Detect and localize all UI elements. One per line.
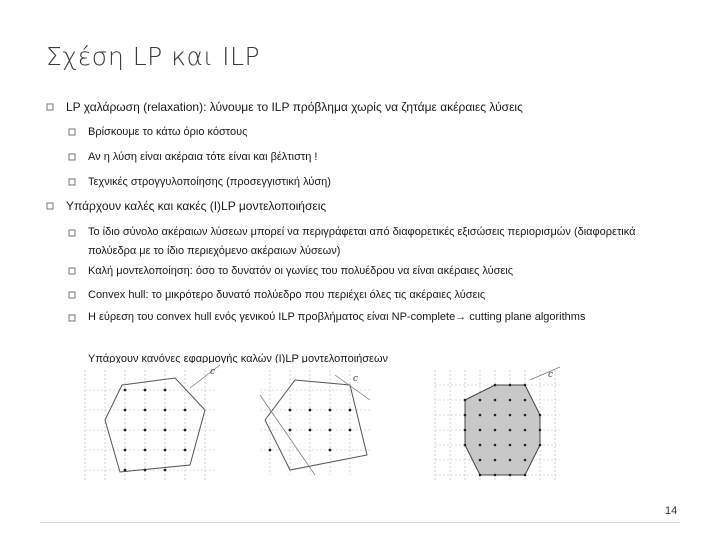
bullet-good-model: Καλή μοντελοποίηση: όσο το δυνατόν οι γωνίες του πολυέδρου να είναι ακέραιες λύσεις: [88, 261, 513, 281]
bullet-same-solutions: Το ίδιο σύνολο ακέραιων λύσεων μπορεί να περιγράφεται από διαφορετικές εξισώσεις περιορισμών (διαφορετικά πολύεδρα με το ίδιο περιεχόμενο ακέραιων λύσεων): [88, 223, 678, 261]
bullet-good-bad-models: Υπάρχουν καλές και κακές (I)LP μοντελοποιήσεις: [66, 196, 326, 216]
bullet-icon: [68, 178, 76, 186]
hull-region: [465, 385, 540, 475]
bullet-icon: [68, 128, 76, 136]
bullet-np-complete: Η εύρεση του convex hull ενός γενικού ILP προβλήματος είναι NP-complete→ cutting plane algorithms: [88, 308, 678, 327]
bullet-integer-optimal: Αν η λύση είναι ακέραια τότε είναι και βέλτιστη !: [88, 147, 317, 167]
polytope-outline: [105, 378, 205, 472]
grid: [85, 370, 215, 480]
bullet-lp-relaxation: LP χαλάρωση (relaxation): λύνουμε το ILP πρόβλημα χωρίς να ζητάμε ακέραιες λύσεις: [66, 97, 523, 117]
bullet-icon: [68, 291, 76, 299]
bullet-icon: [68, 153, 76, 161]
objective-line: [190, 365, 220, 388]
objective-label: c: [548, 370, 554, 380]
objective-line: [530, 367, 560, 380]
bullet-icon: [46, 202, 54, 210]
bullet-icon: [68, 229, 76, 237]
figure-loose-polytope: [80, 360, 225, 485]
bullet-rounding: Τεχνικές στρογγυλοποίησης (προσεγγιστική λύση): [88, 172, 331, 192]
slide-title: Σχέση LP και ILP: [46, 42, 261, 71]
bullet-icon: [46, 103, 54, 111]
grid: [260, 370, 370, 475]
bullet-icon: [68, 267, 76, 275]
bullet-lower-bound: Βρίσκουμε το κάτω όριο κόστους: [88, 122, 247, 142]
bullet-rules: Υπάρχουν κανόνες εφαρμογής καλών (I)LP μοντελοποιήσεων: [88, 349, 388, 363]
page-number: 14: [665, 505, 678, 517]
cut-line: [260, 395, 315, 475]
objective-label: c: [353, 374, 359, 384]
figure-convex-hull: [430, 365, 565, 485]
footer-rule: [40, 522, 680, 523]
bullet-icon: [68, 314, 76, 322]
objective-label: c: [210, 367, 216, 377]
figure-bad-polytope: [255, 365, 380, 480]
bullet-convex-hull: Convex hull: το μικρότερο δυνατό πολύεδρο που περιέχει όλες τις ακέραιες λύσεις: [88, 285, 485, 305]
